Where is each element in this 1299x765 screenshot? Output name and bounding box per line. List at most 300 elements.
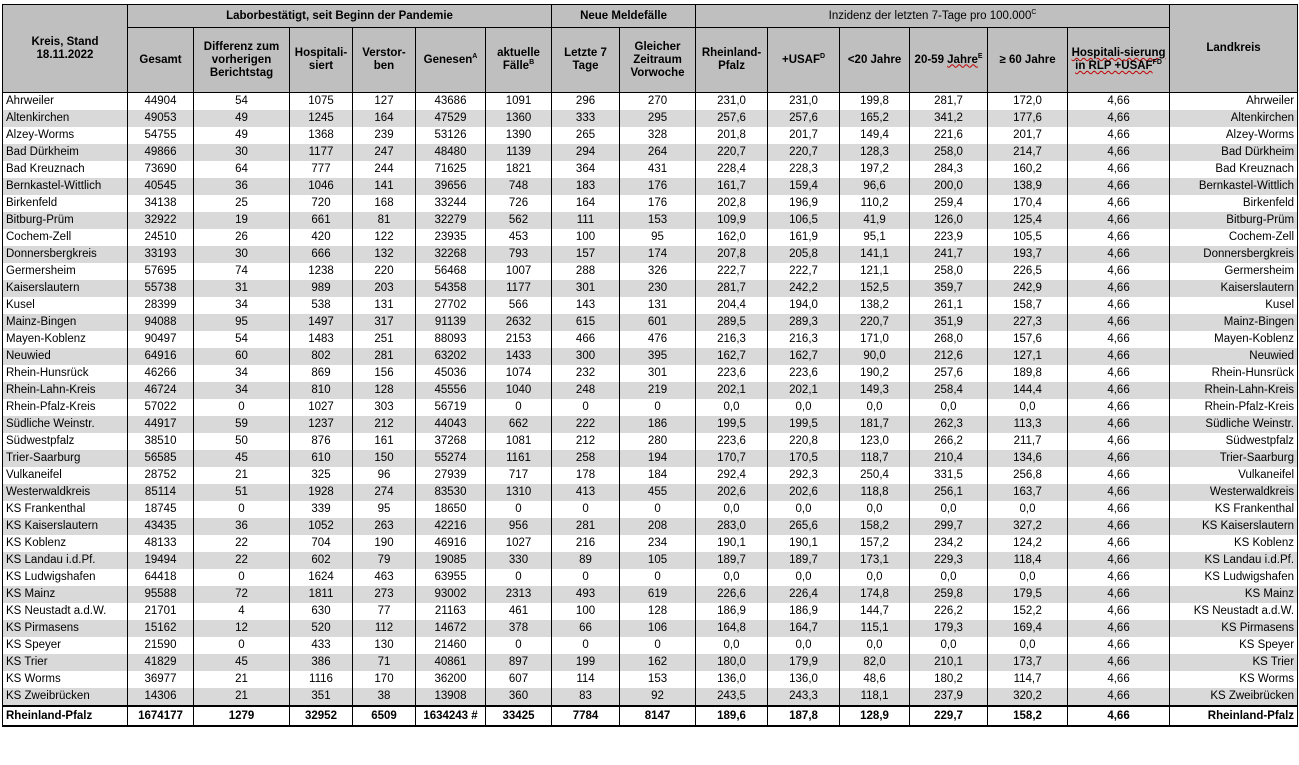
value-cell: 187,8 bbox=[768, 706, 840, 726]
table-row bbox=[3, 535, 1298, 552]
value-cell: 0 bbox=[194, 501, 290, 518]
value-cell: 2632 bbox=[486, 314, 552, 331]
value-cell: 18650 bbox=[416, 501, 486, 518]
value-cell: 93002 bbox=[416, 586, 486, 603]
value-cell: 136,0 bbox=[768, 671, 840, 688]
value-cell: 36 bbox=[194, 518, 290, 535]
value-cell: 242,9 bbox=[988, 280, 1068, 297]
value-cell: 190,1 bbox=[696, 535, 768, 552]
value-cell: 566 bbox=[486, 297, 552, 314]
value-cell: 55738 bbox=[128, 280, 194, 297]
value-cell: 610 bbox=[290, 450, 353, 467]
value-cell: 222,7 bbox=[696, 263, 768, 280]
value-cell: 4,66 bbox=[1068, 280, 1170, 297]
value-cell: 258 bbox=[552, 450, 620, 467]
column-header-20-59-jahre bbox=[910, 28, 988, 93]
total-row bbox=[3, 706, 1298, 726]
value-cell: 96,6 bbox=[840, 178, 910, 195]
value-cell: 45 bbox=[194, 450, 290, 467]
kreis-name-cell: Alzey-Worms bbox=[3, 127, 128, 144]
table-row bbox=[3, 433, 1298, 450]
value-cell: 111 bbox=[552, 212, 620, 229]
landkreis-name-cell: KS Speyer bbox=[1170, 637, 1298, 654]
value-cell: 243,3 bbox=[768, 688, 840, 706]
value-cell: 178 bbox=[552, 467, 620, 484]
value-cell: 330 bbox=[486, 552, 552, 569]
value-cell: 170 bbox=[353, 671, 416, 688]
value-cell: 149,3 bbox=[840, 382, 910, 399]
value-cell: 216 bbox=[552, 535, 620, 552]
kreis-name-cell: Trier-Saarburg bbox=[3, 450, 128, 467]
value-cell: 615 bbox=[552, 314, 620, 331]
value-cell: 88093 bbox=[416, 331, 486, 348]
value-cell: 280 bbox=[620, 433, 696, 450]
value-cell: 662 bbox=[486, 416, 552, 433]
value-cell: 71625 bbox=[416, 161, 486, 178]
value-cell: 228,4 bbox=[696, 161, 768, 178]
value-cell: 48,6 bbox=[840, 671, 910, 688]
landkreis-name-cell: KS Kaiserslautern bbox=[1170, 518, 1298, 535]
kreis-name-cell: KS Pirmasens bbox=[3, 620, 128, 637]
value-cell: 57695 bbox=[128, 263, 194, 280]
value-cell: 1040 bbox=[486, 382, 552, 399]
value-cell: 520 bbox=[290, 620, 353, 637]
value-cell: 186,9 bbox=[696, 603, 768, 620]
landkreis-name-cell: Alzey-Worms bbox=[1170, 127, 1298, 144]
value-cell: 1081 bbox=[486, 433, 552, 450]
value-cell: 157,2 bbox=[840, 535, 910, 552]
table-body bbox=[3, 93, 1298, 727]
value-cell: 283,0 bbox=[696, 518, 768, 535]
footnote-marker: F bbox=[1152, 59, 1157, 66]
value-cell: 41,9 bbox=[840, 212, 910, 229]
value-cell: 301 bbox=[552, 280, 620, 297]
value-cell: 34138 bbox=[128, 195, 194, 212]
value-cell: 4,66 bbox=[1068, 706, 1170, 726]
column-header-label: Rheinland-Pfalz bbox=[701, 47, 762, 72]
value-cell: 295 bbox=[620, 110, 696, 127]
value-cell: 45036 bbox=[416, 365, 486, 382]
kreis-name-cell: KS Speyer bbox=[3, 637, 128, 654]
group-header-laborbestaetigt: Laborbestätigt, seit Beginn der Pandemie bbox=[128, 5, 552, 28]
value-cell: 131 bbox=[620, 297, 696, 314]
value-cell: 226,6 bbox=[696, 586, 768, 603]
value-cell: 4,66 bbox=[1068, 127, 1170, 144]
value-cell: 4,66 bbox=[1068, 229, 1170, 246]
value-cell: 0 bbox=[552, 399, 620, 416]
column-header-label: Genesen bbox=[423, 53, 473, 66]
value-cell: 810 bbox=[290, 382, 353, 399]
column-header-label: Gleicher Zeitraum Vorwoche bbox=[630, 40, 685, 79]
value-cell: 168 bbox=[353, 195, 416, 212]
value-cell: 0,0 bbox=[840, 637, 910, 654]
value-cell: 262,3 bbox=[910, 416, 988, 433]
table-row bbox=[3, 93, 1298, 111]
value-cell: 704 bbox=[290, 535, 353, 552]
value-cell: 0 bbox=[620, 637, 696, 654]
landkreis-name-cell: KS Trier bbox=[1170, 654, 1298, 671]
value-cell: 189,7 bbox=[696, 552, 768, 569]
kreis-name-cell: KS Landau i.d.Pf. bbox=[3, 552, 128, 569]
value-cell: 1674177 bbox=[128, 706, 194, 726]
value-cell: 28399 bbox=[128, 297, 194, 314]
value-cell: 46916 bbox=[416, 535, 486, 552]
value-cell: 176 bbox=[620, 178, 696, 195]
value-cell: 257,6 bbox=[768, 110, 840, 127]
value-cell: 158,2 bbox=[840, 518, 910, 535]
table-row bbox=[3, 348, 1298, 365]
value-cell: 202,6 bbox=[768, 484, 840, 501]
value-cell: 164 bbox=[552, 195, 620, 212]
value-cell: 666 bbox=[290, 246, 353, 263]
value-cell: 0,0 bbox=[840, 569, 910, 586]
value-cell: 194 bbox=[620, 450, 696, 467]
value-cell: 248 bbox=[552, 382, 620, 399]
value-cell: 197,2 bbox=[840, 161, 910, 178]
column-header-label: Gesamt bbox=[139, 53, 182, 66]
kreis-name-cell: Bad Dürkheim bbox=[3, 144, 128, 161]
kreis-name-cell: KS Mainz bbox=[3, 586, 128, 603]
landkreis-name-cell: KS Ludwigshafen bbox=[1170, 569, 1298, 586]
value-cell: 1483 bbox=[290, 331, 353, 348]
landkreis-name-cell: Südwestpfalz bbox=[1170, 433, 1298, 450]
value-cell: 43435 bbox=[128, 518, 194, 535]
value-cell: 413 bbox=[552, 484, 620, 501]
value-cell: 1027 bbox=[290, 399, 353, 416]
value-cell: 211,7 bbox=[988, 433, 1068, 450]
value-cell: 121,1 bbox=[840, 263, 910, 280]
value-cell: 56585 bbox=[128, 450, 194, 467]
value-cell: 173,7 bbox=[988, 654, 1068, 671]
table-row bbox=[3, 688, 1298, 706]
value-cell: 165,2 bbox=[840, 110, 910, 127]
value-cell: 156 bbox=[353, 365, 416, 382]
value-cell: 46266 bbox=[128, 365, 194, 382]
value-cell: 45556 bbox=[416, 382, 486, 399]
value-cell: 360 bbox=[486, 688, 552, 706]
value-cell: 181,7 bbox=[840, 416, 910, 433]
column-header-label: Hospitali-sierung in RLP +USAF bbox=[1071, 47, 1166, 72]
value-cell: 4,66 bbox=[1068, 365, 1170, 382]
table-row bbox=[3, 178, 1298, 195]
value-cell: 4,66 bbox=[1068, 161, 1170, 178]
value-cell: 0 bbox=[486, 569, 552, 586]
value-cell: 223,9 bbox=[910, 229, 988, 246]
value-cell: 94088 bbox=[128, 314, 194, 331]
covid-statistics-table bbox=[2, 4, 1298, 727]
kreis-name-cell: Bernkastel-Wittlich bbox=[3, 178, 128, 195]
value-cell: 234 bbox=[620, 535, 696, 552]
value-cell: 149,4 bbox=[840, 127, 910, 144]
table-row bbox=[3, 637, 1298, 654]
table-row bbox=[3, 518, 1298, 535]
kreis-name-cell: Südliche Weinstr. bbox=[3, 416, 128, 433]
value-cell: 4,66 bbox=[1068, 501, 1170, 518]
value-cell: 106,5 bbox=[768, 212, 840, 229]
value-cell: 1624 bbox=[290, 569, 353, 586]
value-cell: 247 bbox=[353, 144, 416, 161]
value-cell: 141,1 bbox=[840, 246, 910, 263]
kreis-name-cell: KS Zweibrücken bbox=[3, 688, 128, 706]
table-row bbox=[3, 671, 1298, 688]
value-cell: 196,9 bbox=[768, 195, 840, 212]
value-cell: 28752 bbox=[128, 467, 194, 484]
value-cell: 90497 bbox=[128, 331, 194, 348]
value-cell: 95,1 bbox=[840, 229, 910, 246]
value-cell: 2153 bbox=[486, 331, 552, 348]
value-cell: 105 bbox=[620, 552, 696, 569]
landkreis-name-cell: Donnersbergkreis bbox=[1170, 246, 1298, 263]
value-cell: 14672 bbox=[416, 620, 486, 637]
value-cell: 55274 bbox=[416, 450, 486, 467]
value-cell: 802 bbox=[290, 348, 353, 365]
value-cell: 317 bbox=[353, 314, 416, 331]
value-cell: 292,3 bbox=[768, 467, 840, 484]
value-cell: 37268 bbox=[416, 433, 486, 450]
kreis-name-cell: Neuwied bbox=[3, 348, 128, 365]
value-cell: 170,7 bbox=[696, 450, 768, 467]
value-cell: 607 bbox=[486, 671, 552, 688]
value-cell: 19 bbox=[194, 212, 290, 229]
value-cell: 110,2 bbox=[840, 195, 910, 212]
value-cell: 251 bbox=[353, 331, 416, 348]
table-row bbox=[3, 127, 1298, 144]
value-cell: 4,66 bbox=[1068, 552, 1170, 569]
table-row bbox=[3, 365, 1298, 382]
value-cell: 100 bbox=[552, 229, 620, 246]
column-header-genesen bbox=[416, 28, 486, 93]
table-row bbox=[3, 382, 1298, 399]
landkreis-name-cell: Mainz-Bingen bbox=[1170, 314, 1298, 331]
table-row bbox=[3, 263, 1298, 280]
value-cell: 210,4 bbox=[910, 450, 988, 467]
column-header-20-jahre bbox=[840, 28, 910, 93]
kreis-name-cell: Kusel bbox=[3, 297, 128, 314]
value-cell: 4,66 bbox=[1068, 586, 1170, 603]
column-header-differenz-zum-vorherigen-berichtstag bbox=[194, 28, 290, 93]
value-cell: 0 bbox=[486, 399, 552, 416]
value-cell: 194,0 bbox=[768, 297, 840, 314]
value-cell: 7784 bbox=[552, 706, 620, 726]
column-header-label: +USAF bbox=[781, 53, 821, 66]
value-cell: 256,1 bbox=[910, 484, 988, 501]
value-cell: 4,66 bbox=[1068, 603, 1170, 620]
kreis-name-cell: Rhein-Hunsrück bbox=[3, 365, 128, 382]
value-cell: 14306 bbox=[128, 688, 194, 706]
value-cell: 189,6 bbox=[696, 706, 768, 726]
value-cell: 157,6 bbox=[988, 331, 1068, 348]
value-cell: 0 bbox=[486, 501, 552, 518]
value-cell: 128,9 bbox=[840, 706, 910, 726]
value-cell: 19494 bbox=[128, 552, 194, 569]
value-cell: 72 bbox=[194, 586, 290, 603]
column-header-label: <20 Jahre bbox=[847, 53, 902, 66]
value-cell: 0,0 bbox=[768, 569, 840, 586]
value-cell: 164 bbox=[353, 110, 416, 127]
value-cell: 32279 bbox=[416, 212, 486, 229]
value-cell: 207,8 bbox=[696, 246, 768, 263]
table-row bbox=[3, 484, 1298, 501]
value-cell: 8147 bbox=[620, 706, 696, 726]
value-cell: 128 bbox=[353, 382, 416, 399]
value-cell: 169,4 bbox=[988, 620, 1068, 637]
value-cell: 163,7 bbox=[988, 484, 1068, 501]
value-cell: 49 bbox=[194, 110, 290, 127]
value-cell: 257,6 bbox=[910, 365, 988, 382]
footnote-marker: A bbox=[472, 52, 478, 60]
value-cell: 81 bbox=[353, 212, 416, 229]
value-cell: 4,66 bbox=[1068, 331, 1170, 348]
table-row bbox=[3, 110, 1298, 127]
value-cell: 212,6 bbox=[910, 348, 988, 365]
table-row bbox=[3, 229, 1298, 246]
value-cell: 869 bbox=[290, 365, 353, 382]
value-cell: 777 bbox=[290, 161, 353, 178]
value-cell: 114 bbox=[552, 671, 620, 688]
value-cell: 54 bbox=[194, 93, 290, 111]
value-cell: 132 bbox=[353, 246, 416, 263]
landkreis-name-cell: Vulkaneifel bbox=[1170, 467, 1298, 484]
value-cell: 1497 bbox=[290, 314, 353, 331]
value-cell: 23935 bbox=[416, 229, 486, 246]
kreis-name-cell: Bad Kreuznach bbox=[3, 161, 128, 178]
value-cell: 172,0 bbox=[988, 93, 1068, 111]
value-cell: 226,5 bbox=[988, 263, 1068, 280]
value-cell: 897 bbox=[486, 654, 552, 671]
value-cell: 4,66 bbox=[1068, 212, 1170, 229]
value-cell: 202,1 bbox=[768, 382, 840, 399]
value-cell: 90,0 bbox=[840, 348, 910, 365]
value-cell: 717 bbox=[486, 467, 552, 484]
landkreis-name-cell: Birkenfeld bbox=[1170, 195, 1298, 212]
value-cell: 36200 bbox=[416, 671, 486, 688]
value-cell: 1075 bbox=[290, 93, 353, 111]
value-cell: 4,66 bbox=[1068, 484, 1170, 501]
value-cell: 64916 bbox=[128, 348, 194, 365]
value-cell: 158,2 bbox=[988, 706, 1068, 726]
value-cell: 159,4 bbox=[768, 178, 840, 195]
value-cell: 1007 bbox=[486, 263, 552, 280]
value-cell: 284,3 bbox=[910, 161, 988, 178]
value-cell: 144,7 bbox=[840, 603, 910, 620]
value-cell: 1310 bbox=[486, 484, 552, 501]
value-cell: 0,0 bbox=[840, 501, 910, 518]
kreis-name-cell: KS Koblenz bbox=[3, 535, 128, 552]
table-row bbox=[3, 620, 1298, 637]
value-cell: 205,8 bbox=[768, 246, 840, 263]
value-cell: 21 bbox=[194, 671, 290, 688]
value-cell: 433 bbox=[290, 637, 353, 654]
value-cell: 27939 bbox=[416, 467, 486, 484]
value-cell: 32922 bbox=[128, 212, 194, 229]
value-cell: 83 bbox=[552, 688, 620, 706]
value-cell: 202,6 bbox=[696, 484, 768, 501]
kreis-name-cell: KS Kaiserslautern bbox=[3, 518, 128, 535]
landkreis-name-cell: Cochem-Zell bbox=[1170, 229, 1298, 246]
value-cell: 174,8 bbox=[840, 586, 910, 603]
value-cell: 232 bbox=[552, 365, 620, 382]
value-cell: 237,9 bbox=[910, 688, 988, 706]
value-cell: 44043 bbox=[416, 416, 486, 433]
value-cell: 223,6 bbox=[768, 365, 840, 382]
value-cell: 420 bbox=[290, 229, 353, 246]
value-cell: 118,8 bbox=[840, 484, 910, 501]
landkreis-name-cell: Neuwied bbox=[1170, 348, 1298, 365]
value-cell: 0 bbox=[486, 637, 552, 654]
landkreis-name-cell: Bernkastel-Wittlich bbox=[1170, 178, 1298, 195]
table-header bbox=[3, 5, 1298, 93]
value-cell: 95 bbox=[620, 229, 696, 246]
value-cell: 220,7 bbox=[840, 314, 910, 331]
value-cell: 179,9 bbox=[768, 654, 840, 671]
value-cell: 186 bbox=[620, 416, 696, 433]
value-cell: 386 bbox=[290, 654, 353, 671]
value-cell: 36977 bbox=[128, 671, 194, 688]
value-cell: 126,0 bbox=[910, 212, 988, 229]
column-header-rheinland-pfalz bbox=[696, 28, 768, 93]
value-cell: 351 bbox=[290, 688, 353, 706]
value-cell: 49866 bbox=[128, 144, 194, 161]
value-cell: 22 bbox=[194, 552, 290, 569]
value-cell: 95 bbox=[194, 314, 290, 331]
value-cell: 0 bbox=[620, 399, 696, 416]
value-cell: 122 bbox=[353, 229, 416, 246]
kreis-name-cell: Südwestpfalz bbox=[3, 433, 128, 450]
value-cell: 95 bbox=[353, 501, 416, 518]
value-cell: 54 bbox=[194, 331, 290, 348]
value-cell: 1177 bbox=[290, 144, 353, 161]
value-cell: 259,8 bbox=[910, 586, 988, 603]
value-cell: 619 bbox=[620, 586, 696, 603]
value-cell: 258,0 bbox=[910, 144, 988, 161]
value-cell: 273 bbox=[353, 586, 416, 603]
value-cell: 1238 bbox=[290, 263, 353, 280]
value-cell: 199,8 bbox=[840, 93, 910, 111]
value-cell: 0,0 bbox=[696, 637, 768, 654]
value-cell: 46724 bbox=[128, 382, 194, 399]
value-cell: 21590 bbox=[128, 637, 194, 654]
value-cell: 203 bbox=[353, 280, 416, 297]
value-cell: 793 bbox=[486, 246, 552, 263]
value-cell: 493 bbox=[552, 586, 620, 603]
value-cell: 100 bbox=[552, 603, 620, 620]
kreis-name-cell: Germersheim bbox=[3, 263, 128, 280]
value-cell: 56719 bbox=[416, 399, 486, 416]
value-cell: 212 bbox=[353, 416, 416, 433]
value-cell: 179,3 bbox=[910, 620, 988, 637]
value-cell: 44904 bbox=[128, 93, 194, 111]
value-cell: 24510 bbox=[128, 229, 194, 246]
value-cell: 162,7 bbox=[696, 348, 768, 365]
value-cell: 164,8 bbox=[696, 620, 768, 637]
value-cell: 303 bbox=[353, 399, 416, 416]
value-cell: 265,6 bbox=[768, 518, 840, 535]
value-cell: 261,1 bbox=[910, 297, 988, 314]
value-cell: 0 bbox=[620, 569, 696, 586]
value-cell: 226,2 bbox=[910, 603, 988, 620]
value-cell: 109,9 bbox=[696, 212, 768, 229]
column-header-gesamt bbox=[128, 28, 194, 93]
value-cell: 208 bbox=[620, 518, 696, 535]
value-cell: 54755 bbox=[128, 127, 194, 144]
value-cell: 160,2 bbox=[988, 161, 1068, 178]
value-cell: 199,5 bbox=[696, 416, 768, 433]
kreis-name-cell: Mainz-Bingen bbox=[3, 314, 128, 331]
value-cell: 79 bbox=[353, 552, 416, 569]
table-row bbox=[3, 416, 1298, 433]
value-cell: 64 bbox=[194, 161, 290, 178]
value-cell: 183 bbox=[552, 178, 620, 195]
